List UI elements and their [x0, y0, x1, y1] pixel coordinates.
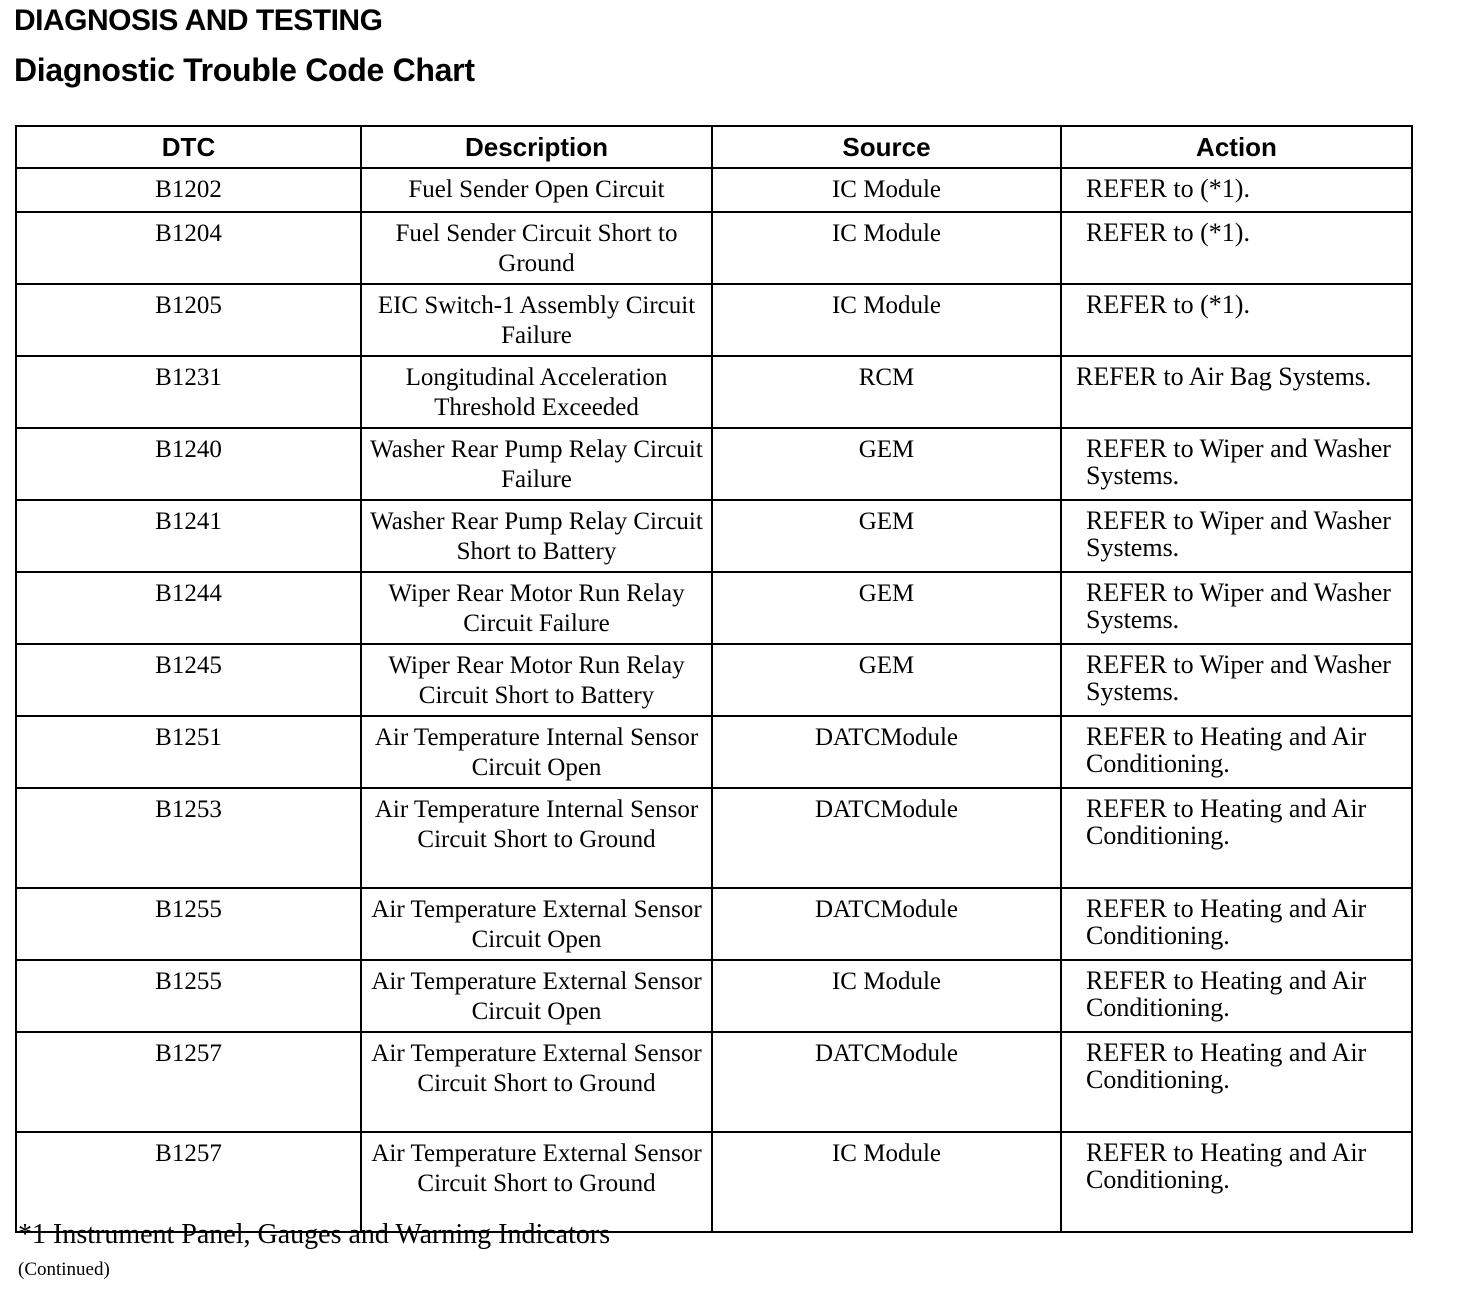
dtc-action: REFER to Heating and Air Conditioning. — [1061, 716, 1412, 788]
dtc-source: GEM — [712, 500, 1061, 572]
dtc-code: B1251 — [16, 716, 361, 788]
dtc-description: Air Temperature External Sensor Circuit Open — [361, 888, 712, 960]
dtc-description: Air Temperature Internal Sensor Circuit Open — [361, 716, 712, 788]
dtc-action: REFER to Heating and Air Conditioning. — [1061, 1132, 1412, 1232]
dtc-description: Longitudinal Acceleration Threshold Exceeded — [361, 356, 712, 428]
dtc-source: GEM — [712, 572, 1061, 644]
dtc-table — [15, 125, 1413, 1233]
dtc-source: IC Module — [712, 284, 1061, 356]
table-row — [16, 284, 1412, 356]
dtc-description: Fuel Sender Circuit Short to Ground — [361, 212, 712, 284]
dtc-action: REFER to Wiper and Washer Systems. — [1061, 428, 1412, 500]
dtc-action: REFER to (*1). — [1061, 284, 1412, 356]
table-row — [16, 644, 1412, 716]
dtc-source: IC Module — [712, 960, 1061, 1032]
dtc-source: GEM — [712, 644, 1061, 716]
dtc-description: Washer Rear Pump Relay Circuit Failure — [361, 428, 712, 500]
dtc-description: EIC Switch-1 Assembly Circuit Failure — [361, 284, 712, 356]
dtc-description: Fuel Sender Open Circuit — [361, 168, 712, 212]
dtc-code: B1253 — [16, 788, 361, 888]
dtc-action: REFER to Heating and Air Conditioning. — [1061, 888, 1412, 960]
dtc-description: Washer Rear Pump Relay Circuit Short to Battery — [361, 500, 712, 572]
dtc-action: REFER to (*1). — [1061, 212, 1412, 284]
table-row — [16, 572, 1412, 644]
dtc-code: B1255 — [16, 960, 361, 1032]
dtc-source: IC Module — [712, 1132, 1061, 1232]
dtc-source: DATCModule — [712, 788, 1061, 888]
column-header-action: Action — [1061, 126, 1412, 168]
dtc-action: REFER to Wiper and Washer Systems. — [1061, 572, 1412, 644]
dtc-code: B1204 — [16, 212, 361, 284]
dtc-action: REFER to Wiper and Washer Systems. — [1061, 644, 1412, 716]
table-row — [16, 716, 1412, 788]
dtc-description: Wiper Rear Motor Run Relay Circuit Short to Battery — [361, 644, 712, 716]
dtc-description: Air Temperature External Sensor Circuit Open — [361, 960, 712, 1032]
table-row — [16, 788, 1412, 888]
dtc-source: DATCModule — [712, 1032, 1061, 1132]
dtc-action: REFER to Wiper and Washer Systems. — [1061, 500, 1412, 572]
table-row — [16, 356, 1412, 428]
dtc-code: B1257 — [16, 1032, 361, 1132]
table-row — [16, 428, 1412, 500]
table-row — [16, 212, 1412, 284]
dtc-description: Wiper Rear Motor Run Relay Circuit Failure — [361, 572, 712, 644]
page-title: Diagnostic Trouble Code Chart — [14, 52, 475, 88]
column-header-dtc: DTC — [16, 126, 361, 168]
dtc-code: B1202 — [16, 168, 361, 212]
table-row — [16, 1032, 1412, 1132]
dtc-source: DATCModule — [712, 888, 1061, 960]
dtc-action: REFER to Air Bag Systems. — [1061, 356, 1412, 428]
dtc-description: Air Temperature External Sensor Circuit Short to Ground — [361, 1032, 712, 1132]
column-header-source: Source — [712, 126, 1061, 168]
dtc-action: REFER to (*1). — [1061, 168, 1412, 212]
dtc-code: B1205 — [16, 284, 361, 356]
footnote: *1 Instrument Panel, Gauges and Warning Indicators — [18, 1219, 611, 1250]
dtc-code: B1245 — [16, 644, 361, 716]
table-row — [16, 168, 1412, 212]
dtc-source: RCM — [712, 356, 1061, 428]
dtc-source: IC Module — [712, 168, 1061, 212]
dtc-code: B1255 — [16, 888, 361, 960]
dtc-description: Air Temperature External Sensor Circuit Short to Ground — [361, 1132, 712, 1232]
table-row — [16, 888, 1412, 960]
dtc-action: REFER to Heating and Air Conditioning. — [1061, 788, 1412, 888]
dtc-code: B1244 — [16, 572, 361, 644]
dtc-action: REFER to Heating and Air Conditioning. — [1061, 1032, 1412, 1132]
table-header-row — [16, 126, 1412, 168]
dtc-source: IC Module — [712, 212, 1061, 284]
continued-note: (Continued) — [18, 1259, 110, 1280]
dtc-code: B1240 — [16, 428, 361, 500]
dtc-source: DATCModule — [712, 716, 1061, 788]
dtc-code: B1257 — [16, 1132, 361, 1232]
dtc-code: B1231 — [16, 356, 361, 428]
dtc-source: GEM — [712, 428, 1061, 500]
table-row — [16, 960, 1412, 1032]
dtc-code: B1241 — [16, 500, 361, 572]
section-title: DIAGNOSIS AND TESTING — [14, 4, 383, 37]
column-header-description: Description — [361, 126, 712, 168]
dtc-action: REFER to Heating and Air Conditioning. — [1061, 960, 1412, 1032]
table-row — [16, 1132, 1412, 1232]
table-row — [16, 500, 1412, 572]
dtc-description: Air Temperature Internal Sensor Circuit Short to Ground — [361, 788, 712, 888]
